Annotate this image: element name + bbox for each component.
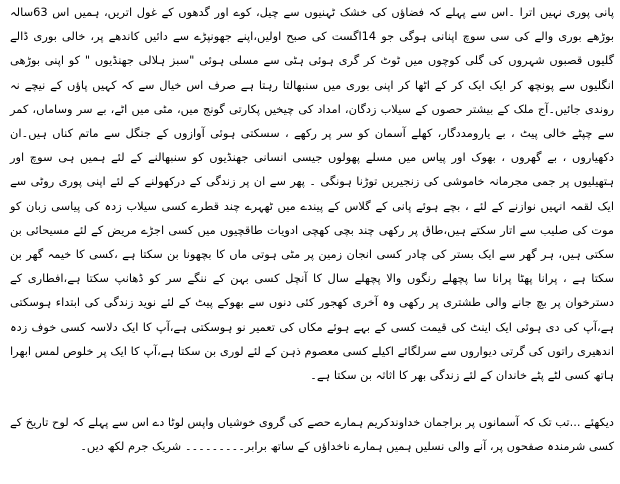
body-paragraph-2: دیکھئے ...تب تک کہ آسمانوں پر براجمان خداوندکریم ہمارے حصے کی گروی خوشیاں واپس لوٹا دے اس سے پہلے کہ لوح تاریخ کے کسی شرمندہ صفحوں پر، آنے والی نسلیں ہمیں ہمارے ناخداؤں کے ساتھ برابر۔۔۔۔۔۔۔۔۔ شریک جرم لکھ دیں۔ xyxy=(10,415,614,454)
body-paragraph-1: پانی پوری نہیں اترا ۔اس سے پہلے کہ فضاؤں کی خشک ٹہنیوں سے چیل، کوے اور گدھوں کے غول اتریں، ہمیں اس 63سالہ بوڑھے بوری والے کی سی سوچ اپنانی ہوگی جو 14اگست کی صبح اولیں،اپنے جھونپڑے سے دائیں کاندھے پر، خالی بوری ڈالے گلیوں قصبوں شہروں کی گلی کوچوں میں ٹوٹ کر گری ہوئی ہٹی سے مسلی ہوئی "سبز ہلالی جھنڈیوں " کو اپنی بوڑھی انگلیوں سے پونچھ کر ایک ایک کر کے اٹھا کر اپنی بوری میں سنبھالتا رہتا ہے صرف اس خیال سے کہ کہیں پاؤں کے نیچے نہ روندی جائیں۔آج ملک کے بیشتر حصوں کے سیلاب زدگان، امداد کی چیخیں پکارتی گونج میں، مٹی میں اٹے، بے سر وساماں، کمر سے چپٹے خالی پیٹ ، بے یارومددگار، کھلے آسمان کو سر پر رکھے ، سسکتی ہوئی آوازوں کے جنگل سے ماتم کناں ہیں۔ان دکھیاروں ، بے گھروں ، بھوک اور پیاس میں مسلے پھولوں جیسی انسانی جھنڈیوں کو سنبھالنے کے لئے ہمیں ہی سوچ اور ہتھیلیوں پر جمی مجرمانہ خاموشی کی زنجیریں توڑنا ہونگی ۔ پھر سے ان پر زندگی کے درکھولنے کے لئے اپنی پوری روٹی سے ایک لقمہ انہیں نوازنے کے لئے ، بچے ہوئے پانی کے گلاس کے پیندے میں ٹھہرے چند قطرے کسی سیلاب زدہ کی پیاسی زبان کو موت کی صلیب سے اتار سکتے ہیں،طاق پر رکھی چند بچی کھچی ادویات طاقچیوں میں کسی اجڑے مریض کے لئے مسیحائی بن سکتی ہیں، ہر گھر سے ایک بستر کی چادر کسی انجان زمین پر مٹی ہوتی ماں کا بچھونا بن سکتا ہے ،کسی کا خیمہ گھر بن سکتا ہے ، پرانا پھٹا پرانا سا پچھلے رنگوں والا پچھلے سال کا آنچل کسی بہن کے ننگے سر کو ڈھانپ سکتا ہے،افطاری کے دسترخوان پر بچ جانے والی طشتری پر رکھی وہ آخری کھجور کئی دنوں سے بھوکے پیٹ کے لئے نوید زندگی کی ابتداء ہوسکتی ہے،آپ کی دی ہوئی ایک اینٹ کی قیمت کسی کے بہے ہوئے مکاں کی تعمیر نو ہوسکتی ہے،آپ کا ایک دلاسہ کسی خوف زدہ اندھیری راتوں کی گرتی دیواروں سے سرلگائے اکیلے کسی معصوم ذہن کے لئے لوری بن سکتا ہے،آپ کا ایک پر خلوص لمس ابھرا ہاتھ کسی لٹے پٹے خاندان کے لئے زندگی بھر کا اثاثہ بن سکتا ہے۔ xyxy=(10,5,614,383)
